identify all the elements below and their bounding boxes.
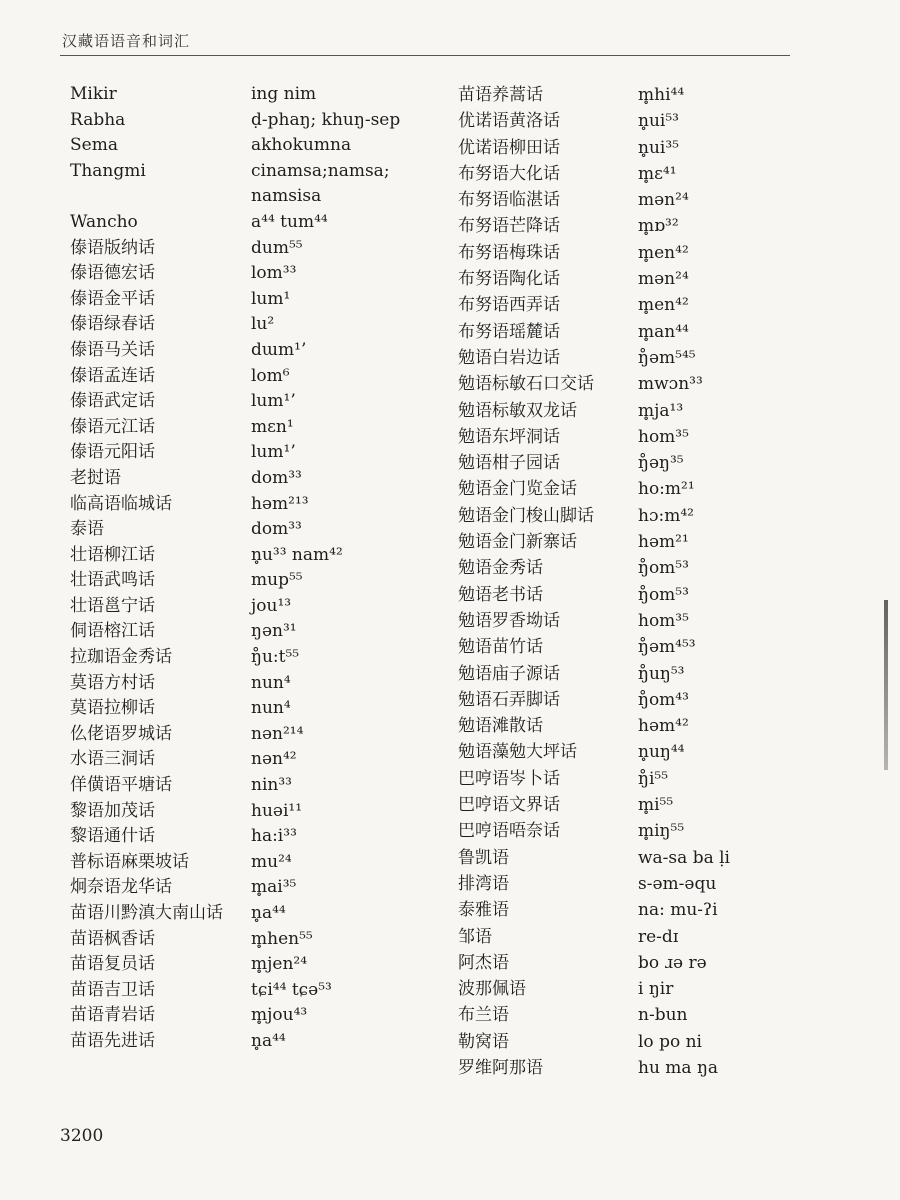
language-name: 勒窝语 bbox=[458, 1031, 509, 1052]
word-form: bo ɹə rə bbox=[638, 952, 707, 973]
word-form: n̥a⁴⁴ bbox=[251, 1030, 286, 1051]
word-form: n̥u³³ nam⁴² bbox=[251, 544, 343, 565]
language-name: 勉语金门梭山脚话 bbox=[458, 505, 594, 526]
word-form: namsisa bbox=[251, 186, 322, 207]
word-form: dɯm¹’ bbox=[251, 339, 307, 360]
word-form: mup⁵⁵ bbox=[251, 570, 303, 591]
language-name: 傣语马关话 bbox=[70, 339, 155, 360]
page-number: 3200 bbox=[60, 1126, 104, 1146]
language-name: 泰雅语 bbox=[458, 900, 509, 921]
word-form: lo po ni bbox=[638, 1031, 702, 1052]
word-form: dom³³ bbox=[251, 519, 302, 540]
language-name: 优诺语黄洛话 bbox=[458, 111, 560, 132]
word-form: tɕi⁴⁴ tɕə⁵³ bbox=[251, 979, 332, 1000]
word-form: ŋ̊om⁵³ bbox=[638, 584, 689, 605]
language-name: 勉语标敏石口交话 bbox=[458, 374, 594, 395]
language-name: 勉语庙子源话 bbox=[458, 663, 560, 684]
word-form: re-dɪ bbox=[638, 926, 679, 947]
word-form: ŋ̊əm⁵⁴⁵ bbox=[638, 347, 696, 368]
language-name: 苗语川黔滇大南山话 bbox=[70, 903, 223, 923]
language-name: 布努语芒降话 bbox=[458, 216, 560, 237]
language-name: 阿杰语 bbox=[458, 952, 509, 973]
word-form: həm²¹ bbox=[638, 532, 689, 553]
word-form: m̥hen⁵⁵ bbox=[251, 928, 313, 949]
word-form: n-bun bbox=[638, 1005, 688, 1026]
language-name: 莫语方村话 bbox=[70, 672, 155, 693]
word-form: nun⁴ bbox=[251, 672, 291, 693]
word-form: həm⁴² bbox=[638, 716, 689, 737]
language-name: 勉语金门览金话 bbox=[458, 479, 577, 500]
language-name: 优诺语柳田话 bbox=[458, 137, 560, 158]
word-form: mu²⁴ bbox=[251, 851, 292, 872]
language-name: 傣语金平话 bbox=[70, 288, 155, 309]
language-name: 鲁凯语 bbox=[458, 847, 509, 868]
language-name: 拉珈语金秀话 bbox=[70, 647, 172, 668]
word-form: nən⁴² bbox=[251, 749, 297, 770]
language-name: 罗维阿那语 bbox=[458, 1057, 543, 1078]
word-form: na: mu-ʔi bbox=[638, 900, 718, 921]
language-name: 波那佩语 bbox=[458, 979, 526, 1000]
word-form: hom³⁵ bbox=[638, 610, 689, 631]
language-name: Wancho bbox=[70, 211, 138, 232]
language-name: 巴哼语岑卜话 bbox=[458, 768, 560, 789]
language-name: 勉语老书话 bbox=[458, 584, 543, 605]
word-form: m̥an⁴⁴ bbox=[638, 321, 689, 342]
word-form: nin³³ bbox=[251, 775, 292, 796]
word-form: m̥ɒ³² bbox=[638, 216, 679, 237]
language-name: 老挝语 bbox=[70, 467, 121, 488]
word-form: ŋ̊om⁴³ bbox=[638, 689, 689, 710]
language-name: 佯僙语平塘话 bbox=[70, 775, 172, 796]
binding-shadow bbox=[884, 600, 888, 770]
language-name: 勉语滩散话 bbox=[458, 716, 543, 737]
header-rule bbox=[60, 55, 790, 56]
word-form: ŋ̊uŋ⁵³ bbox=[638, 663, 685, 684]
language-name: 勉语白岩边话 bbox=[458, 347, 560, 368]
language-name: 苗语复员话 bbox=[70, 954, 155, 975]
word-form: m̥hi⁴⁴ bbox=[638, 85, 685, 105]
language-name: 巴哼语文界话 bbox=[458, 795, 560, 816]
language-name: 苗语先进话 bbox=[70, 1030, 155, 1051]
word-form: m̥ja¹³ bbox=[638, 400, 684, 421]
language-name: 勉语东坪洞话 bbox=[458, 426, 560, 447]
word-form: m̥ɛ⁴¹ bbox=[638, 163, 677, 184]
language-name: 布努语大化话 bbox=[458, 163, 560, 184]
language-name: Rabha bbox=[70, 109, 126, 130]
word-form: ŋ̊i⁵⁵ bbox=[638, 768, 669, 789]
left-form-column bbox=[251, 82, 451, 1055]
word-form: hɔ:m⁴² bbox=[638, 505, 694, 526]
word-form: lom⁶ bbox=[251, 365, 290, 386]
word-form: ŋ̊əm⁴⁵³ bbox=[638, 637, 696, 658]
word-form: ŋən³¹ bbox=[251, 621, 297, 642]
language-name: 傣语武定话 bbox=[70, 391, 155, 412]
language-name: Thangmi bbox=[70, 160, 146, 181]
language-name: 布兰语 bbox=[458, 1005, 509, 1026]
word-form: lum¹’ bbox=[251, 442, 296, 463]
word-form: nun⁴ bbox=[251, 698, 291, 719]
language-name: 壮语柳江话 bbox=[70, 544, 155, 565]
language-name: 苗语养蒿话 bbox=[458, 85, 543, 105]
word-form: mən²⁴ bbox=[638, 190, 689, 211]
word-form: n̥a⁴⁴ bbox=[251, 903, 286, 923]
word-form: ho:m²¹ bbox=[638, 479, 695, 500]
word-form: ha:i³³ bbox=[251, 826, 297, 847]
language-name: 勉语金秀话 bbox=[458, 558, 543, 579]
language-name: 巴哼语唔奈话 bbox=[458, 821, 560, 842]
running-head: 汉藏语语音和词汇 bbox=[62, 32, 191, 50]
word-form: lum¹’ bbox=[251, 391, 296, 412]
word-form: wa-sa ba ḷi bbox=[638, 847, 730, 868]
word-form: mɛn¹ bbox=[251, 416, 294, 437]
word-form: mwɔn³³ bbox=[638, 374, 703, 395]
language-name: 炯奈语龙华话 bbox=[70, 877, 172, 898]
language-name: 布努语瑶麓话 bbox=[458, 321, 560, 342]
language-name: 勉语苗竹话 bbox=[458, 637, 543, 658]
language-name: 傣语元江话 bbox=[70, 416, 155, 437]
language-name: 勉语石弄脚话 bbox=[458, 689, 560, 710]
word-form: jou¹³ bbox=[251, 595, 292, 616]
word-form: n̥ui³⁵ bbox=[638, 137, 679, 158]
word-form: ŋ̊u:t⁵⁵ bbox=[251, 647, 300, 668]
word-form: dum⁵⁵ bbox=[251, 237, 303, 258]
language-name: 苗语吉卫话 bbox=[70, 979, 155, 1000]
language-name: 莫语拉柳话 bbox=[70, 698, 155, 719]
word-form: m̥jou⁴³ bbox=[251, 1005, 308, 1026]
language-name: 布努语陶化话 bbox=[458, 269, 560, 290]
language-name: 布努语临湛话 bbox=[458, 190, 560, 211]
language-name: Mikir bbox=[70, 84, 117, 104]
word-form: m̥ai³⁵ bbox=[251, 877, 297, 898]
language-name: 黎语通什话 bbox=[70, 826, 155, 847]
language-name: 勉语罗香坳话 bbox=[458, 610, 560, 631]
language-name: 壮语邕宁话 bbox=[70, 595, 155, 616]
language-name: 勉语柑子园话 bbox=[458, 453, 560, 474]
word-form: mən²⁴ bbox=[638, 269, 689, 290]
language-name: 勉语金门新寨话 bbox=[458, 532, 577, 553]
word-form: lu² bbox=[251, 314, 275, 335]
word-form: m̥iŋ⁵⁵ bbox=[638, 821, 685, 842]
language-name bbox=[70, 184, 250, 210]
language-name: 苗语枫香话 bbox=[70, 928, 155, 949]
word-form: m̥jen²⁴ bbox=[251, 954, 308, 975]
language-name: 布努语梅珠话 bbox=[458, 242, 560, 263]
left-language-column bbox=[70, 82, 250, 1055]
language-name: 黎语加茂话 bbox=[70, 800, 155, 821]
word-form: cinamsa;namsa; bbox=[251, 160, 390, 181]
language-name: 勉语标敏双龙话 bbox=[458, 400, 577, 421]
word-form: hu ma ŋa bbox=[638, 1057, 719, 1078]
word-form: dom³³ bbox=[251, 467, 302, 488]
word-form: ḍ-phaŋ; khuŋ-sep bbox=[251, 109, 401, 130]
language-name: 傣语德宏话 bbox=[70, 263, 155, 284]
word-form: ing nim bbox=[251, 84, 317, 104]
word-form: lom³³ bbox=[251, 263, 297, 284]
word-form: i ŋir bbox=[638, 979, 674, 1000]
language-name: 普标语麻栗坡话 bbox=[70, 851, 189, 872]
word-form: s-əm-əqu bbox=[638, 873, 717, 894]
language-name: 水语三洞话 bbox=[70, 749, 155, 770]
language-name: 侗语榕江话 bbox=[70, 621, 155, 642]
language-name: 排湾语 bbox=[458, 873, 509, 894]
word-form: həm²¹³ bbox=[251, 493, 309, 514]
language-name: Sema bbox=[70, 135, 118, 156]
word-form: m̥en⁴² bbox=[638, 242, 689, 263]
right-form-column bbox=[638, 82, 818, 1081]
word-form: huəi¹¹ bbox=[251, 800, 303, 821]
word-form: akhokumna bbox=[251, 135, 352, 156]
language-name: 邹语 bbox=[458, 926, 492, 947]
word-form: n̥uŋ⁴⁴ bbox=[638, 742, 685, 763]
word-form: m̥en⁴² bbox=[638, 295, 689, 316]
language-name: 临高语临城话 bbox=[70, 493, 172, 514]
language-name: 仫佬语罗城话 bbox=[70, 723, 172, 744]
language-name: 勉语藻勉大坪话 bbox=[458, 742, 577, 763]
word-form: ŋ̊əŋ³⁵ bbox=[638, 453, 684, 474]
word-form: a⁴⁴ tum⁴⁴ bbox=[251, 211, 328, 232]
right-language-column bbox=[458, 82, 638, 1081]
language-name: 傣语版纳话 bbox=[70, 237, 155, 258]
word-form: nən²¹⁴ bbox=[251, 723, 304, 744]
language-name: 泰语 bbox=[70, 519, 104, 540]
language-name: 苗语青岩话 bbox=[70, 1005, 155, 1026]
language-name: 傣语元阳话 bbox=[70, 442, 155, 463]
word-form: n̥ui⁵³ bbox=[638, 111, 679, 132]
language-name: 傣语绿春话 bbox=[70, 314, 155, 335]
word-form: hom³⁵ bbox=[638, 426, 689, 447]
word-form: lum¹ bbox=[251, 288, 291, 309]
language-name: 布努语西弄话 bbox=[458, 295, 560, 316]
word-form: ŋ̊om⁵³ bbox=[638, 558, 689, 579]
word-form: m̥i⁵⁵ bbox=[638, 795, 674, 816]
language-name: 壮语武鸣话 bbox=[70, 570, 155, 591]
language-name: 傣语孟连话 bbox=[70, 365, 155, 386]
